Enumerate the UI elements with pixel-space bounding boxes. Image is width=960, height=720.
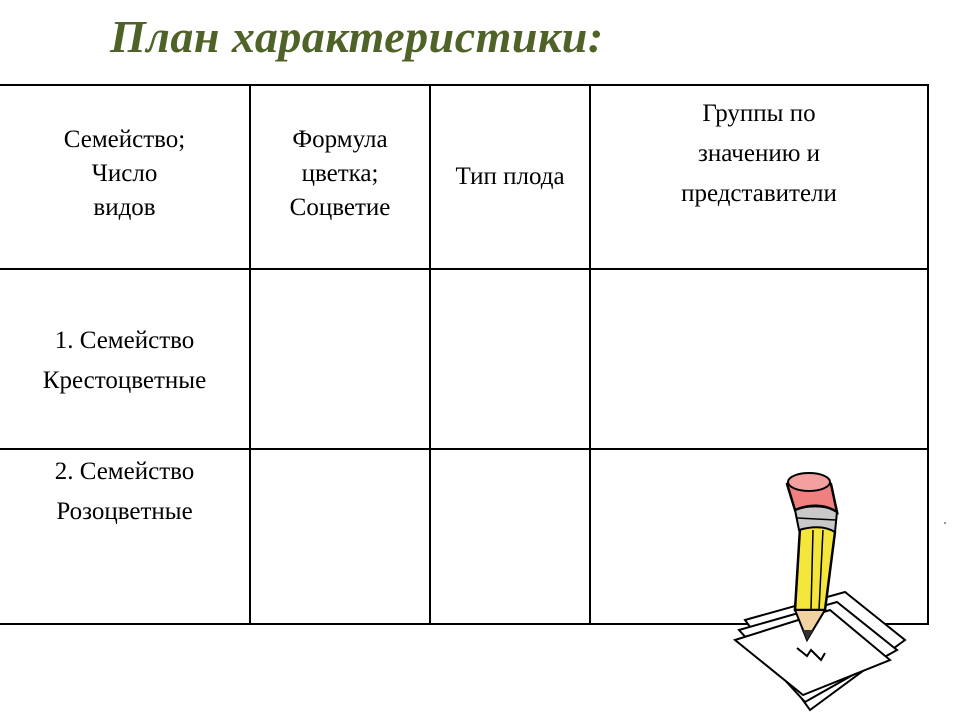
- header-groups-line-1: Группы по: [702, 100, 816, 127]
- header-formula-line-2: цветка;: [301, 160, 379, 187]
- pencil-writing-icon: [725, 470, 915, 715]
- row-1-family-line-1: 1. Семейство: [54, 327, 195, 354]
- header-fruit-type: [430, 85, 590, 269]
- header-formula-line-1: Формула: [292, 126, 388, 153]
- row-1-formula-cell[interactable]: [250, 269, 430, 449]
- row-1-groups-cell[interactable]: [590, 269, 928, 449]
- header-formula: [250, 85, 430, 269]
- table-header-row: [0, 85, 928, 269]
- header-family: [0, 85, 250, 269]
- header-formula-line-3: Соцветие: [289, 194, 391, 221]
- row-2-family-line-2: Розоцветные: [56, 498, 193, 525]
- header-family-line-1: Семейство;: [63, 126, 186, 153]
- table-row: [0, 269, 928, 449]
- row-2-fruit-cell[interactable]: [430, 449, 590, 624]
- header-groups: [590, 85, 928, 269]
- header-groups-line-3: представители: [681, 180, 837, 207]
- row-1-fruit-cell[interactable]: [430, 269, 590, 449]
- row-2-family-line-1: 2. Семейство: [54, 458, 195, 485]
- row-1-family-cell: [0, 269, 250, 449]
- row-2-formula-cell[interactable]: [250, 449, 430, 624]
- row-1-family-line-2: Крестоцветные: [42, 367, 207, 394]
- row-2-family-cell: [0, 449, 250, 624]
- header-family-line-3: видов: [93, 194, 156, 221]
- header-family-line-2: Число: [91, 160, 158, 187]
- page-title: План характеристики:: [110, 11, 604, 62]
- header-fruit-type-line-1: Тип плода: [455, 163, 565, 190]
- header-groups-line-2: значению и: [697, 140, 821, 167]
- decorative-dot: [944, 522, 946, 524]
